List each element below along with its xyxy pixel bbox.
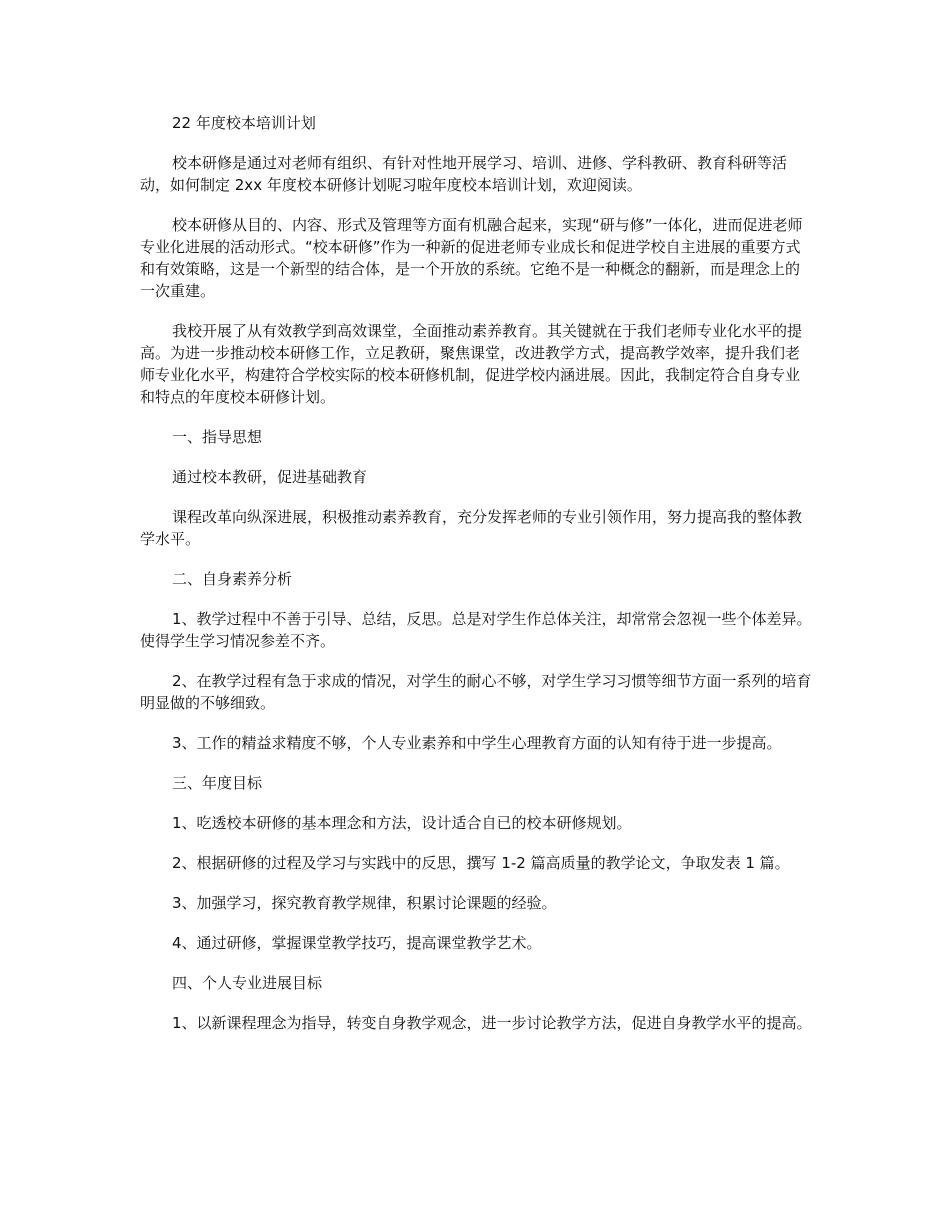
section-2-item-3: 3、工作的精益求精度不够，个人专业素养和中学生心理教育方面的认知有待于进一步提高。	[172, 734, 782, 752]
intro-paragraph-1: 校本研修是通过对老师有组织、有针对性地开展学习、培训、进修、学科教研、教育科研等活动，如何制定 2xx 年度校本研修计划呢习啦年度校本培训计划，欢迎阅读。	[140, 154, 788, 194]
section-2-item-2: 2、在教学过程有急于求成的情况，对学生的耐心不够，对学生学习习惯等细节方面一系列的培育明显做的不够细致。	[140, 672, 812, 712]
document-title: 22 年度校本培训计划	[172, 114, 316, 132]
section-1-heading: 一、指导思想	[172, 428, 263, 446]
section-1-text: 课程改革向纵深进展，积极推动素养教育，充分发挥老师的专业引领作用，努力提高我的整体教学水平。	[140, 508, 803, 548]
section-2-item-1: 1、教学过程中不善于引导、总结，反思。总是对学生作总体关注，却常常会忽视一些个体差异。使得学生学习情况参差不齐。	[140, 610, 812, 650]
section-3-item-2: 2、根据研修的过程及学习与实践中的反思，撰写 1-2 篇高质量的教学论文，争取发表 1 篇。	[172, 854, 790, 872]
section-3-item-1: 1、吃透校本研修的基本理念和方法，设计适合自已的校本研修规划。	[172, 814, 632, 832]
intro-paragraph-2: 校本研修从目的、内容、形式及管理等方面有机融合起来，实现“研与修”一体化，进而促进老师专业化进展的活动形式。“校本研修”作为一种新的促进老师专业成长和促进学校自主进展的重要方式和有效策略，这是一个新型的结合体，是一个开放的系统。它绝不是一种概念的翻新，而是理念上的一次重建。	[140, 216, 803, 300]
section-3-item-3: 3、加强学习，探究教育教学规律，积累讨论课题的经验。	[172, 894, 557, 912]
section-3-heading: 三、年度目标	[172, 774, 263, 792]
intro-paragraph-3: 我校开展了从有效教学到高效课堂，全面推动素养教育。其关键就在于我们老师专业化水平的提高。为进一步推动校本研修工作，立足教研，聚焦课堂，改进教学方式，提高教学效率，提升我们老师专业化水平，构建符合学校实际的校本研修机制，促进学校内涵进展。因此，我制定符合自身专业和特点的年度校本研修计划。	[140, 322, 803, 406]
section-4-heading: 四、个人专业进展目标	[172, 974, 323, 992]
section-2-heading: 二、自身素养分析	[172, 570, 293, 588]
section-3-item-4: 4、通过研修，掌握课堂教学技巧，提高课堂教学艺术。	[172, 934, 542, 952]
section-4-item-1: 1、以新课程理念为指导，转变自身教学观念，进一步讨论教学方法，促进自身教学水平的提高。	[172, 1014, 812, 1032]
section-1-subheading: 通过校本教研，促进基础教育	[172, 468, 368, 486]
document-body	[140, 112, 812, 1052]
